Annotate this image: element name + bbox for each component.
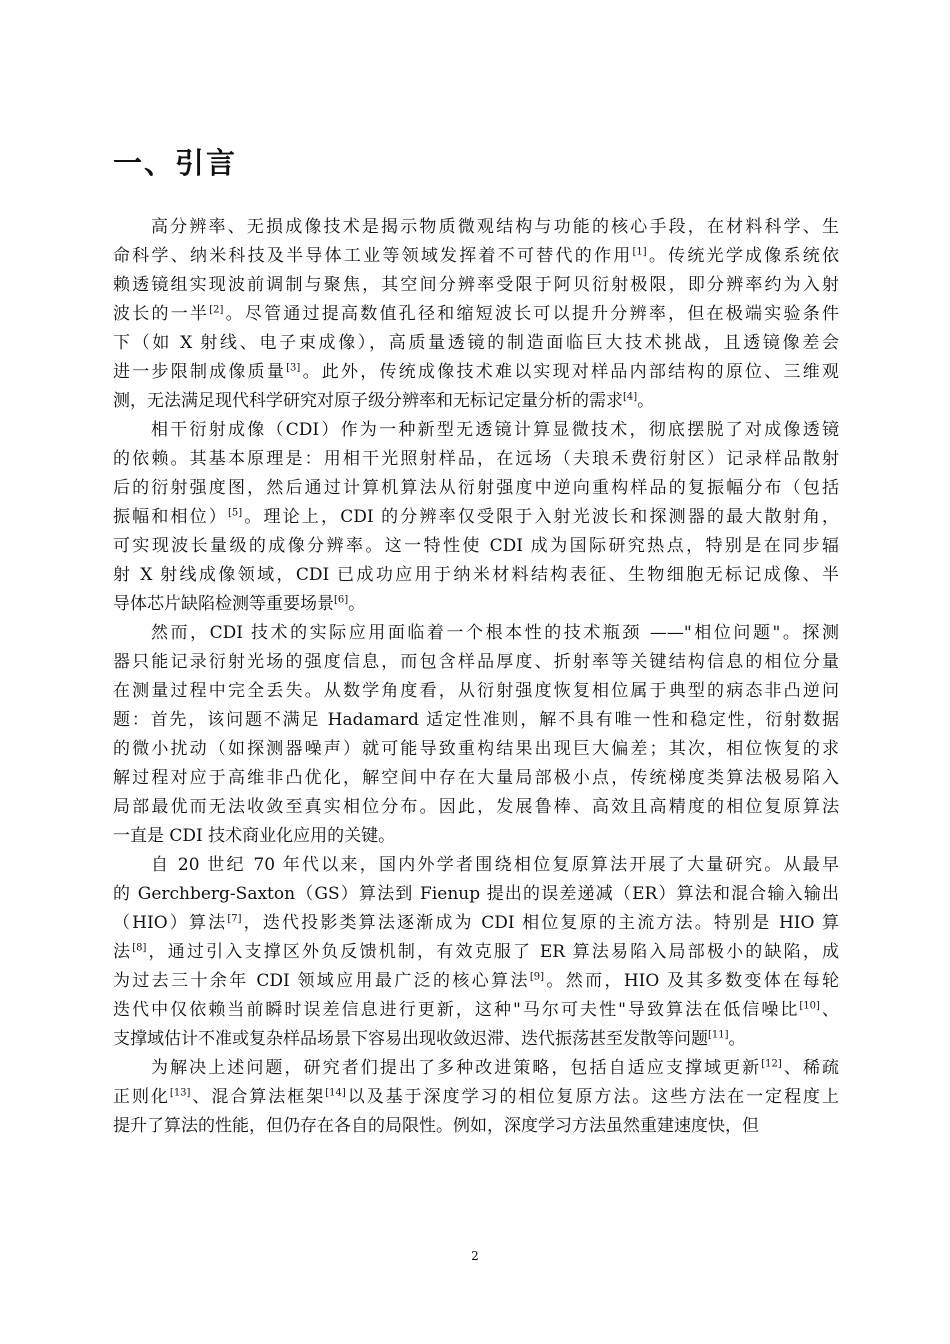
section-heading: 一、引言 bbox=[113, 146, 238, 180]
paragraph-line: 法[8]，通过引入支撑区外负反馈机制，有效克服了 ER 算法易陷入局部极小的缺陷，成 bbox=[113, 942, 839, 962]
paragraph-line: 赖透镜组实现波前调制与聚焦，其空间分辨率受限于阿贝衍射极限，即分辨率约为入射 bbox=[113, 275, 839, 295]
citation-marker: [11] bbox=[708, 1029, 729, 1041]
paragraph-line: 然而，CDI 技术的实际应用面临着一个根本性的技术瓶颈 ——"相位问题"。探测 bbox=[151, 623, 839, 643]
paragraph-line: 的微小扰动（如探测器噪声）就可能导致重构结果出现巨大偏差；其次，相位恢复的求 bbox=[113, 739, 839, 759]
paragraph-line: 解过程对应于高维非凸优化，解空间中存在大量局部极小点，传统梯度类算法极易陷入 bbox=[113, 768, 839, 788]
paragraph-line: 题：首先，该问题不满足 Hadamard 适定性准则，解不具有唯一性和稳定性，衍射数据 bbox=[113, 710, 839, 730]
citation-marker: [8] bbox=[132, 942, 147, 954]
paragraph-line: 导体芯片缺陷检测等重要场景[6]。 bbox=[113, 594, 366, 614]
page-number: 2 bbox=[471, 1249, 479, 1263]
citation-marker: [2] bbox=[209, 304, 224, 316]
paragraph bbox=[113, 851, 839, 1054]
paragraph-line: 提升了算法的性能，但仍存在各自的局限性。例如，深度学习方法虽然重建速度快，但 bbox=[113, 1116, 759, 1136]
paragraph-line: 后的衍射强度图，然后通过计算机算法从衍射强度中逆向重构样品的复振幅分布（包括 bbox=[113, 478, 839, 498]
paragraph-line: 为过去三十余年 CDI 领域应用最广泛的核心算法[9]。然而，HIO 及其多数变体在每轮 bbox=[113, 971, 839, 991]
paragraph-line: 进一步限制成像质量[3]。此外，传统成像技术难以实现对样品内部结构的原位、三维观 bbox=[113, 362, 839, 382]
paragraph-line: 正则化[13]、混合算法框架[14]以及基于深度学习的相位复原方法。这些方法在一定程度上 bbox=[113, 1087, 839, 1107]
paragraph-line: 下（如 X 射线、电子束成像），高质量透镜的制造面临巨大技术挑战，且透镜像差会 bbox=[113, 333, 839, 353]
citation-marker: [4] bbox=[623, 391, 638, 403]
paragraph bbox=[113, 619, 839, 851]
paragraph-line: （HIO）算法[7]，迭代投影类算法逐渐成为 CDI 相位复原的主流方法。特别是 HIO 算 bbox=[113, 913, 839, 933]
paragraph-line: 局部最优而无法收敛至真实相位分布。因此，发展鲁棒、高效且高精度的相位复原算法 bbox=[113, 797, 839, 817]
paragraph-line: 器只能记录衍射光场的强度信息，而包含样品厚度、折射率等关键结构信息的相位分量 bbox=[113, 652, 839, 672]
citation-marker: [5] bbox=[228, 507, 243, 519]
paragraph-line: 波长的一半[2]。尽管通过提高数值孔径和缩短波长可以提升分辨率，但在极端实验条件 bbox=[113, 304, 839, 324]
citation-marker: [7] bbox=[227, 913, 242, 925]
paragraph-line: 射 X 射线成像领域，CDI 已成功应用于纳米材料结构表征、生物细胞无标记成像、半 bbox=[113, 565, 839, 585]
paragraph-line: 在测量过程中完全丢失。从数学角度看，从衍射强度恢复相位属于典型的病态非凸逆问 bbox=[113, 681, 839, 701]
paragraph-line: 测，无法满足现代科学研究对原子级分辨率和无标记定量分析的需求[4]。 bbox=[113, 391, 655, 411]
citation-marker: [13] bbox=[169, 1087, 191, 1099]
paragraph-line: 的依赖。其基本原理是：用相干光照射样品，在远场（夫琅禾费衍射区）记录样品散射 bbox=[113, 449, 839, 469]
body-text bbox=[113, 213, 839, 1141]
paragraph-line: 自 20 世纪 70 年代以来，国内外学者围绕相位复原算法开展了大量研究。从最早 bbox=[151, 855, 839, 875]
paragraph bbox=[113, 213, 839, 416]
citation-marker: [1] bbox=[632, 246, 647, 258]
paragraph-line: 的 Gerchberg-Saxton（GS）算法到 Fienup 提出的误差递减（ER）算法和混合输入输出 bbox=[113, 884, 839, 904]
paragraph-line: 为解决上述问题，研究者们提出了多种改进策略，包括自适应支撑域更新[12]、稀疏 bbox=[151, 1058, 839, 1078]
paragraph-line: 迭代中仅依赖当前瞬时误差信息进行更新，这种"马尔可夫性"导致算法在低信噪比[10]、 bbox=[113, 1000, 839, 1020]
citation-marker: [12] bbox=[761, 1058, 782, 1070]
citation-marker: [9] bbox=[529, 971, 544, 983]
citation-marker: [14] bbox=[325, 1087, 346, 1099]
paragraph bbox=[113, 1054, 839, 1141]
paragraph-line: 可实现波长量级的成像分辨率。这一特性使 CDI 成为国际研究热点，特别是在同步辐 bbox=[113, 536, 839, 556]
paragraph-line: 高分辨率、无损成像技术是揭示物质微观结构与功能的核心手段，在材料科学、生 bbox=[151, 217, 839, 237]
citation-marker: [6] bbox=[334, 594, 349, 606]
paragraph-line: 振幅和相位）[5]。理论上，CDI 的分辨率仅受限于入射光波长和探测器的最大散射角， bbox=[113, 507, 839, 527]
paragraph-line: 一直是 CDI 技术商业化应用的关键。 bbox=[113, 826, 396, 846]
citation-marker: [10] bbox=[799, 1000, 820, 1012]
paragraph bbox=[113, 416, 839, 619]
paragraph-line: 相干衍射成像（CDI）作为一种新型无透镜计算显微技术，彻底摆脱了对成像透镜 bbox=[151, 420, 839, 440]
citation-marker: [3] bbox=[286, 362, 301, 374]
paragraph-line: 命科学、纳米科技及半导体工业等领域发挥着不可替代的作用[1]。传统光学成像系统依 bbox=[113, 246, 839, 266]
paragraph-line: 支撑域估计不准或复杂样品场景下容易出现收敛迟滞、迭代振荡甚至发散等问题[11]。 bbox=[113, 1029, 746, 1049]
